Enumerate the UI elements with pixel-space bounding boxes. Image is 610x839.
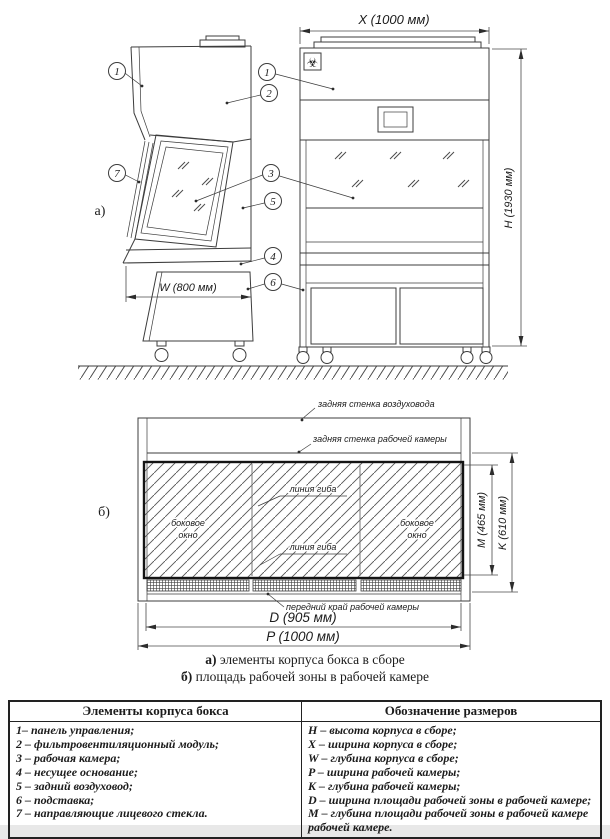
callout-1-front: 1 [264, 67, 270, 79]
legend-header-dimensions: Обозначение размеров [302, 701, 602, 722]
bend-line-bottom-label: линия гиба [289, 542, 337, 552]
front-edge-label: передний край рабочей камеры [286, 602, 419, 612]
callout-5: 5 [270, 196, 276, 208]
dim-zone-depth-m [464, 465, 498, 575]
legend-element-item: 6 – подставка; [16, 792, 95, 807]
side-window-left-label2: окно [178, 530, 198, 540]
legend-dimension-item: X – ширина корпуса в сборе; [308, 736, 458, 751]
legend-table [8, 700, 602, 839]
legend-dimension-item: M – глубина площади рабочей зоны в рабочей камере [308, 806, 589, 821]
bend-line-top-label: линия гиба [289, 484, 337, 494]
legend-element-item: 4 – несущее основание; [16, 764, 138, 779]
dim-zone-depth-label: M (465 мм) [476, 491, 488, 549]
legend-dimension-item: рабочей камере. [308, 820, 393, 835]
legend-element-item: 7 – направляющие лицевого стекла. [16, 806, 208, 821]
callouts [109, 63, 355, 292]
biohazard-sign [304, 53, 321, 71]
dim-depth-label: W (800 мм) [159, 282, 217, 294]
caption-text-a: элементы корпуса бокса в сборе [219, 652, 405, 667]
view-a-label: а) [94, 204, 106, 219]
legend-dimension-item: D – ширина площади рабочей зоны в рабочей камере; [308, 792, 592, 807]
plan-view-drawing [98, 399, 518, 650]
caption-marker-a: а) [205, 652, 217, 667]
dim-width-label: X (1000 мм) [358, 12, 430, 27]
dim-chamber-depth-label: K (610 мм) [497, 495, 509, 551]
side-window-right-label2: окно [407, 530, 427, 540]
front-view-drawing [297, 12, 527, 364]
legend-elements-cell [9, 722, 302, 839]
view-b-label: б) [98, 505, 110, 520]
dim-zone-width-label: D (905 мм) [269, 610, 337, 625]
control-panel [378, 107, 413, 132]
callout-3: 3 [268, 168, 274, 180]
callout-6: 6 [270, 277, 276, 289]
side-window-left-label: боковое [171, 518, 205, 528]
legend-dimensions-cell [302, 722, 602, 839]
ground-hatch [78, 366, 508, 380]
dim-depth-w [126, 266, 251, 302]
duct-back-wall-label: задняя стенка воздуховода [318, 399, 435, 409]
dim-height-label: H (1930 мм) [503, 167, 515, 229]
side-window-right-label: боковое [400, 518, 434, 528]
callout-2: 2 [266, 88, 272, 100]
caption-text-b: площадь рабочей зоны в рабочей камере [195, 669, 429, 684]
biohazard-icon: ☣ [306, 56, 319, 71]
legend-dimension-item: W – глубина корпуса в сборе; [308, 750, 459, 765]
dim-chamber-width-label: P (1000 мм) [266, 629, 340, 644]
legend-element-item: 5 – задний воздуховод; [16, 778, 133, 793]
caption-marker-b: б) [181, 669, 193, 684]
chamber-back-wall-label: задняя стенка рабочей камеры [313, 434, 447, 444]
side-view-drawing [95, 36, 253, 362]
caption-line-a [0, 651, 610, 668]
legend-dimension-item: H – высота корпуса в сборе; [308, 723, 457, 737]
legend-element-item: 1– панель управления; [16, 723, 135, 737]
figure-caption [0, 651, 610, 685]
callout-7: 7 [114, 168, 120, 180]
callout-4: 4 [270, 251, 276, 263]
legend-dimension-item: P – ширина рабочей камеры; [308, 764, 461, 779]
legend-element-item: 2 – фильтровентиляционный модуль; [16, 736, 219, 751]
legend-header-elements: Элементы корпуса бокса [9, 701, 302, 722]
caption-line-b [0, 668, 610, 685]
legend-dimension-item: K – глубина рабочей камеры; [308, 778, 461, 793]
legend-element-item: 3 – рабочая камера; [16, 750, 121, 765]
dim-height-h [492, 49, 527, 346]
callout-1-side: 1 [114, 66, 120, 78]
